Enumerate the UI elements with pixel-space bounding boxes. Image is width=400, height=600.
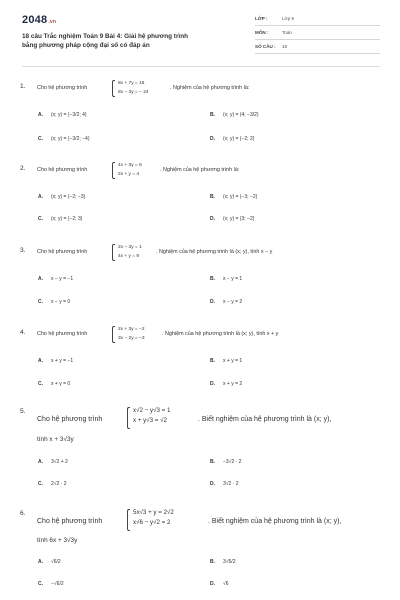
- option-b-text: (x; y) = (−3; −2): [223, 194, 258, 200]
- option-c-text: (x; y) = (−2; 3): [51, 216, 83, 222]
- meta-value-class: Lớp 9: [282, 16, 294, 21]
- option-a[interactable]: A. x − y = −1: [38, 276, 74, 282]
- equation-2: x√6 − y√2 = 2: [133, 519, 171, 526]
- equation-1: 2x + 3y = −2: [118, 327, 145, 332]
- option-c-text: x + y = 0: [51, 381, 71, 387]
- question-prompt: . Nghiệm của hệ phương trình là:: [160, 167, 240, 173]
- meta-value-count: 18: [282, 44, 288, 49]
- meta-key-count: SỐ CÂU :: [255, 44, 276, 49]
- option-d[interactable]: D. √6: [210, 581, 229, 587]
- option-c[interactable]: C. 2√2 · 2: [38, 481, 67, 487]
- equation-1: 8x + 7y = 16: [118, 81, 145, 86]
- option-c[interactable]: C. x + y = 0: [38, 381, 71, 387]
- option-d[interactable]: D. x + y = 2: [210, 381, 243, 387]
- option-b-text: 3√6/2: [223, 559, 236, 565]
- option-b-text: x + y = 1: [223, 358, 243, 364]
- equation-2: x + y√3 = √2: [133, 417, 167, 424]
- meta-key-subject: MÔN :: [255, 30, 269, 35]
- option-b[interactable]: B. (x; y) = (4; −3/2): [210, 112, 259, 118]
- question-stem: Cho hệ phương trình: [37, 416, 103, 423]
- option-a-text: x + y = −1: [51, 358, 74, 364]
- document-title: [22, 32, 262, 50]
- question-stem: Cho hệ phương trình: [37, 85, 88, 91]
- option-b[interactable]: B. (x; y) = (−3; −2): [210, 194, 258, 200]
- system-brace: [112, 244, 115, 261]
- option-a-text: √6/2: [51, 559, 61, 565]
- equation-2: 3x − 2y = −3: [118, 336, 145, 341]
- option-a[interactable]: A. x + y = −1: [38, 358, 74, 364]
- equation-system: [118, 79, 149, 97]
- question-number: 1.: [20, 83, 26, 90]
- option-b[interactable]: B. x + y = 1: [210, 358, 243, 364]
- option-d-text: x + y = 2: [223, 381, 243, 387]
- option-a-text: 3√2 + 2: [51, 459, 68, 465]
- meta-row-subject: [255, 26, 380, 40]
- option-b[interactable]: B. x − y = 1: [210, 276, 243, 282]
- question-stem: Cho hệ phương trình: [37, 167, 88, 173]
- title-line-2: bằng phương pháp cộng đại số có đáp án: [22, 42, 150, 49]
- option-b[interactable]: B. 3√6/2: [210, 559, 236, 565]
- meta-table: [255, 12, 380, 54]
- site-logo[interactable]: [22, 14, 56, 26]
- option-c[interactable]: C. (x; y) = (−3/2; −4): [38, 136, 90, 142]
- question-prompt: . Nghiệm của hệ phương trình là (x; y), tính x + y: [162, 331, 279, 337]
- system-brace: [127, 407, 130, 429]
- option-a-text: (x; y) = (−2; −3): [51, 194, 86, 200]
- option-c-text: 2√2 · 2: [51, 481, 67, 487]
- option-c[interactable]: C. −√6/2: [38, 581, 64, 587]
- logo-suffix: .vn: [48, 19, 57, 25]
- option-c[interactable]: C. (x; y) = (−2; 3): [38, 216, 83, 222]
- question-number: 3.: [20, 247, 26, 254]
- option-d[interactable]: D. (x; y) = (3; −2): [210, 216, 255, 222]
- question-continuation: tính 6x + 3√3y: [37, 537, 78, 544]
- header-divider: [22, 66, 380, 67]
- equation-1: 5x√3 + y = 2√2: [133, 509, 174, 516]
- option-a[interactable]: A. (x; y) = (−3/2; 4): [38, 112, 87, 118]
- question-prompt: . Nghiệm của hệ phương trình là (x; y), tính x − y: [156, 249, 273, 255]
- question-number: 5.: [20, 408, 26, 415]
- option-d-text: (x; y) = (−2; 2): [223, 136, 255, 142]
- option-d[interactable]: D. (x; y) = (−2; 2): [210, 136, 255, 142]
- meta-key-class: LỚP :: [255, 16, 268, 21]
- question-continuation: tính x + 3√3y: [37, 436, 74, 443]
- question-stem: Cho hệ phương trình: [37, 249, 88, 255]
- question-stem: Cho hệ phương trình: [37, 518, 103, 525]
- equation-system: [118, 243, 142, 261]
- equation-system: [118, 325, 145, 343]
- equation-2: 4x + y = 9: [118, 254, 140, 259]
- option-b-text: (x; y) = (4; −3/2): [223, 112, 259, 118]
- option-c[interactable]: C. x − y = 0: [38, 299, 71, 305]
- option-c-text: −√6/2: [51, 581, 64, 587]
- question-stem: Cho hệ phương trình: [37, 331, 88, 337]
- option-d[interactable]: D. 3√2 · 2: [210, 481, 239, 487]
- option-a[interactable]: A. √6/2: [38, 559, 61, 565]
- option-c-text: x − y = 0: [51, 299, 71, 305]
- option-b-text: −3√2 · 2: [223, 459, 242, 465]
- question-prompt: . Biết nghiệm của hệ phương trình là (x; y),: [208, 518, 342, 525]
- question-prompt: . Biết nghiệm của hệ phương trình là (x; y),: [198, 416, 332, 423]
- option-a-text: (x; y) = (−3/2; 4): [51, 112, 87, 118]
- option-b[interactable]: B. −3√2 · 2: [210, 459, 242, 465]
- equation-2: 2x + y = 4: [118, 172, 140, 177]
- option-c-text: (x; y) = (−3/2; −4): [51, 136, 90, 142]
- option-a[interactable]: A. 3√2 + 2: [38, 459, 68, 465]
- system-brace: [127, 509, 130, 531]
- system-brace: [112, 326, 115, 343]
- option-d-text: x − y = 2: [223, 299, 243, 305]
- system-brace: [112, 80, 115, 97]
- logo-main: 2048: [22, 14, 48, 26]
- title-line-1: 18 câu Trắc nghiệm Toán 9 Bài 4: Giải hệ phương trình: [22, 33, 189, 40]
- meta-value-subject: Toán: [282, 30, 292, 35]
- question-number: 4.: [20, 329, 26, 336]
- equation-system: [133, 406, 170, 426]
- option-d-text: √6: [223, 581, 229, 587]
- option-d-text: (x; y) = (3; −2): [223, 216, 255, 222]
- meta-row-class: [255, 12, 380, 26]
- meta-row-count: [255, 40, 380, 54]
- equation-1: x√2 − y√3 = 1: [133, 407, 171, 414]
- equation-1: 4x + 3y = 6: [118, 163, 142, 168]
- option-a[interactable]: A. (x; y) = (−2; −3): [38, 194, 86, 200]
- equation-2: 8x − 3y = − 24: [118, 90, 149, 95]
- option-b-text: x − y = 1: [223, 276, 243, 282]
- option-d[interactable]: D. x − y = 2: [210, 299, 243, 305]
- option-a-text: x − y = −1: [51, 276, 74, 282]
- system-brace: [112, 162, 115, 179]
- question-number: 6.: [20, 510, 26, 517]
- equation-system: [118, 161, 142, 179]
- page-header: [0, 0, 400, 62]
- question-number: 2.: [20, 165, 26, 172]
- question-prompt: . Nghiệm của hệ phương trình là:: [170, 85, 250, 91]
- equation-system: [133, 508, 174, 528]
- option-d-text: 3√2 · 2: [223, 481, 239, 487]
- equation-1: 2x − 3y = 1: [118, 245, 142, 250]
